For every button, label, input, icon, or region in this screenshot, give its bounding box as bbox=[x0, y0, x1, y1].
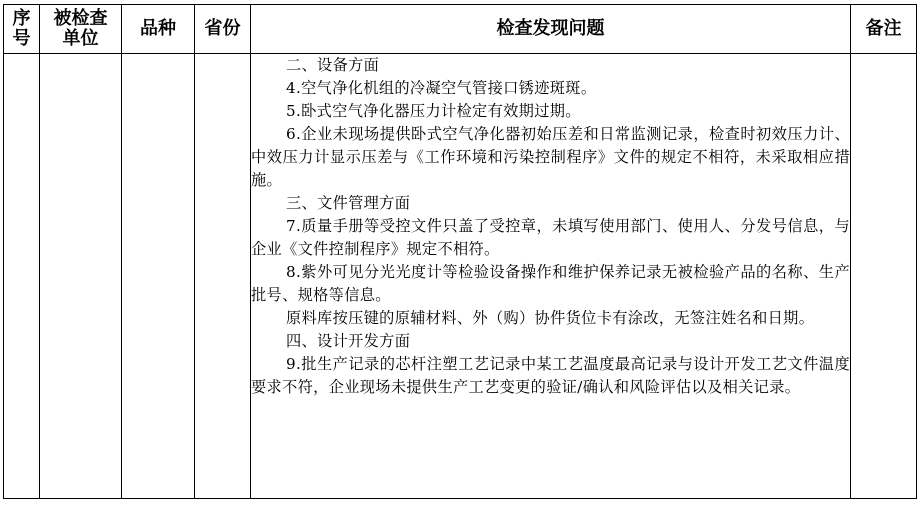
issue-item: 5.卧式空气净化器压力计检定有效期过期。 bbox=[285, 102, 581, 120]
remarks-header: 备注 bbox=[851, 5, 917, 54]
issue-item: 9.批生产记录的芯杆注塑工艺记录中某工艺温度最高记录与设计开发工艺文件温度要求不符，企业现场未提供生产工艺变更的验证/确认和风险评估以及相关记录。 bbox=[251, 355, 850, 396]
section-heading-documents: 三、文件管理方面 bbox=[285, 194, 411, 212]
issue-item: 原料库按压键的原辅材料、外（购）协件货位卡有涂改，无签注姓名和日期。 bbox=[285, 309, 815, 327]
issue-item: 6.企业未现场提供卧式空气净化器初始压差和日常监测记录，检查时初效压力计、中效压力计显示压差与《工作环境和污染控制程序》文件的规定不相符，未采取相应措施。 bbox=[251, 125, 850, 189]
remarks-cell bbox=[851, 54, 917, 499]
issues-header: 检查发现问题 bbox=[251, 5, 851, 54]
inspection-table bbox=[3, 4, 917, 499]
seq-header bbox=[4, 5, 40, 54]
province-cell bbox=[195, 54, 251, 499]
seq-header-line2: 号 bbox=[12, 28, 31, 49]
issue-item: 8.紫外可见分光光度计等检验设备操作和维护保养记录无被检验产品的名称、生产批号、规格等信息。 bbox=[251, 263, 850, 304]
seq-header-line1: 序 bbox=[12, 8, 31, 29]
issue-item: 7.质量手册等受控文件只盖了受控章，未填写使用部门、使用人、分发号信息，与企业《文件控制程序》规定不相符。 bbox=[251, 217, 850, 258]
province-header: 省份 bbox=[195, 5, 251, 54]
seq-cell bbox=[4, 54, 40, 499]
unit-header bbox=[40, 5, 122, 54]
issues-cell bbox=[251, 54, 851, 499]
variety-cell bbox=[122, 54, 195, 499]
variety-header: 品种 bbox=[122, 5, 195, 54]
header-row bbox=[4, 5, 917, 54]
unit-cell bbox=[40, 54, 122, 499]
section-heading-design: 四、设计开发方面 bbox=[285, 332, 411, 350]
unit-header-line1: 被检查 bbox=[53, 8, 108, 29]
section-heading-equipment: 二、设备方面 bbox=[285, 56, 380, 74]
unit-header-line2: 单位 bbox=[62, 28, 99, 49]
issue-item: 4.空气净化机组的冷凝空气管接口锈迹斑斑。 bbox=[285, 79, 597, 97]
table-row bbox=[4, 54, 917, 499]
